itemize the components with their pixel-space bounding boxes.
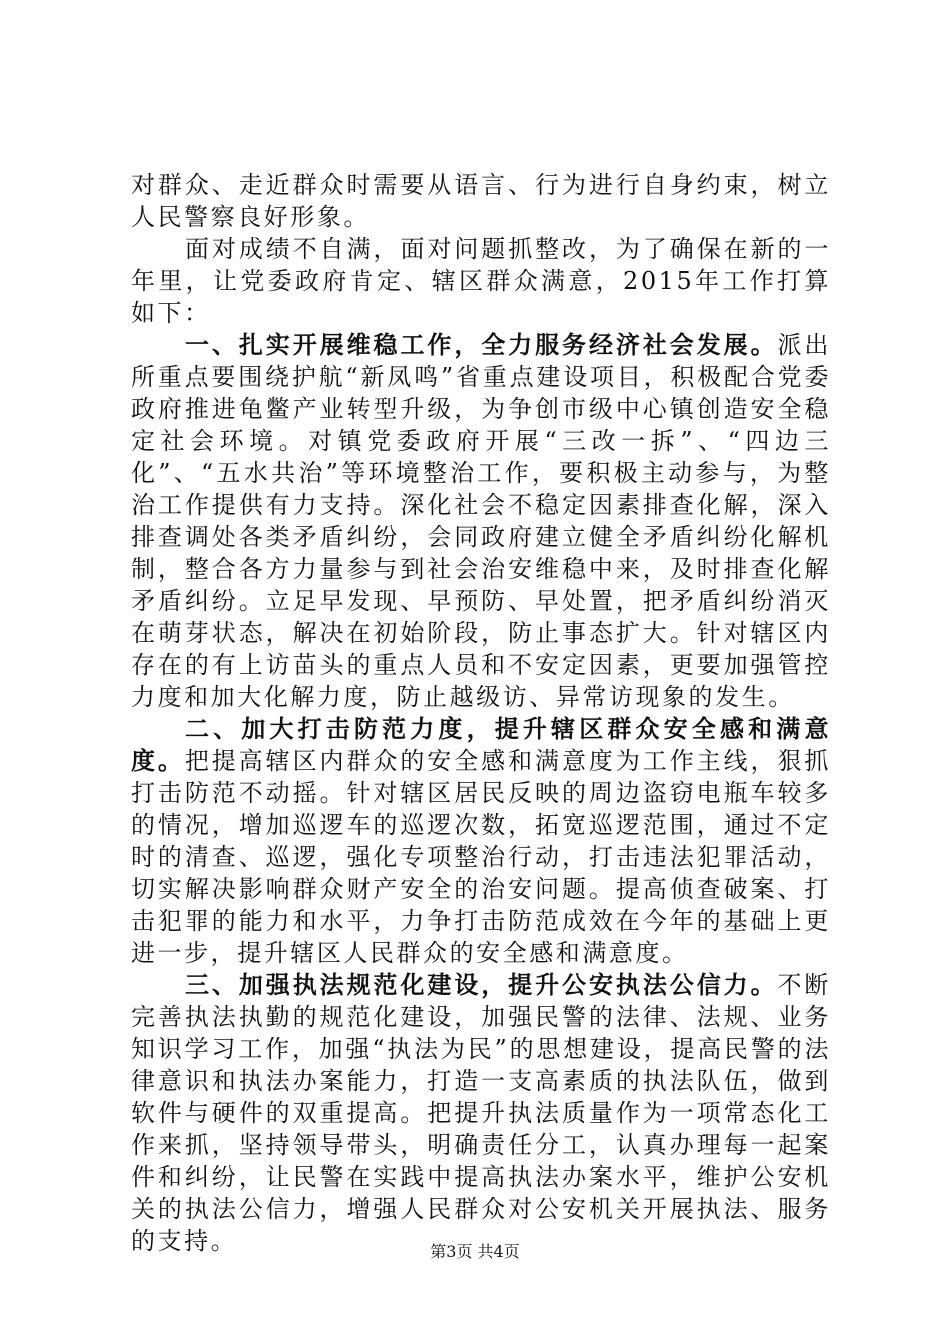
page-footer [0, 1242, 950, 1262]
paragraph-intro [131, 233, 831, 329]
section-heading: 一、扎实开展维稳工作，全力服务经济社会发展。 [185, 330, 778, 359]
section-heading: 三、加强执法规范化建设，提升公安执法公信力。 [185, 970, 778, 999]
paragraph-text: 不断完善执法执勤的规范化建设，加强民警的法律、法规、业务知识学习工作，加强“执法为民”的思想建设，提高民警的法律意识和执法办案能力，打造一支高素质的执法队伍，做到软件与硬件的双重提高。把提升执法质量作为一项常态化工作来抓，坚持领导带头，明确责任分工，认真办理每一起案件和纠纷，让民警在实践中提高执法办案水平，维护公安机关的执法公信力，增强人民群众对公安机关开展执法、服务的支持。 [131, 971, 831, 1255]
paragraph-text: 对群众、走近群众时需要从语言、行为进行自身约束，树立人民警察良好形象。 [131, 171, 831, 231]
paragraph-text: 面对成绩不自满，面对问题抓整改，为了确保在新的一年里，让党委政府肯定、辖区群众满意，2015年工作打算如下： [131, 235, 831, 327]
paragraph-section-3 [131, 969, 831, 1257]
paragraph-text: 派出所重点要围绕护航“新凤鸣”省重点建设项目，积极配合党委政府推进龟鳖产业转型升级，为争创市级中心镇创造安全稳定社会环境。对镇党委政府开展“三改一拆”、“四边三化”、“五水共治”等环境整治工作，要积极主动参与，为整治工作提供有力支持。深化社会不稳定因素排查化解，深入排查调处各类矛盾纠纷，会同政府建立健全矛盾纠纷化解机制，整合各方力量参与到社会治安维稳中来，及时排查化解矛盾纠纷。立足早发现、早预防、早处置，把矛盾纠纷消灭在萌芽状态，解决在初始阶段，防止事态扩大。针对辖区内存在的有上访苗头的重点人员和不安定因素，更要加强管控力度和加大化解力度，防止越级访、异常访现象的发生。 [131, 331, 831, 711]
paragraph-section-2 [131, 713, 831, 969]
paragraph-continuation [131, 169, 831, 233]
document-body [131, 169, 831, 1257]
paragraph-text: 把提高辖区内群众的安全感和满意度为工作主线，狠抓打击防范不动摇。针对辖区居民反映的周边盗窃电瓶车较多的情况，增加巡逻车的巡逻次数，拓宽巡逻范围，通过不定时的清查、巡逻，强化专项整治行动，打击违法犯罪活动，切实解决影响群众财产安全的治安问题。提高侦查破案、打击犯罪的能力和水平，力争打击防范成效在今年的基础上更进一步，提升辖区人民群众的安全感和满意度。 [131, 747, 831, 967]
paragraph-section-1 [131, 329, 831, 713]
page-number-label: 第3页 共4页 [430, 1242, 520, 1261]
section-heading: 二、加大打击防范力度，提升辖区群众安全感和满意度。 [131, 714, 831, 775]
